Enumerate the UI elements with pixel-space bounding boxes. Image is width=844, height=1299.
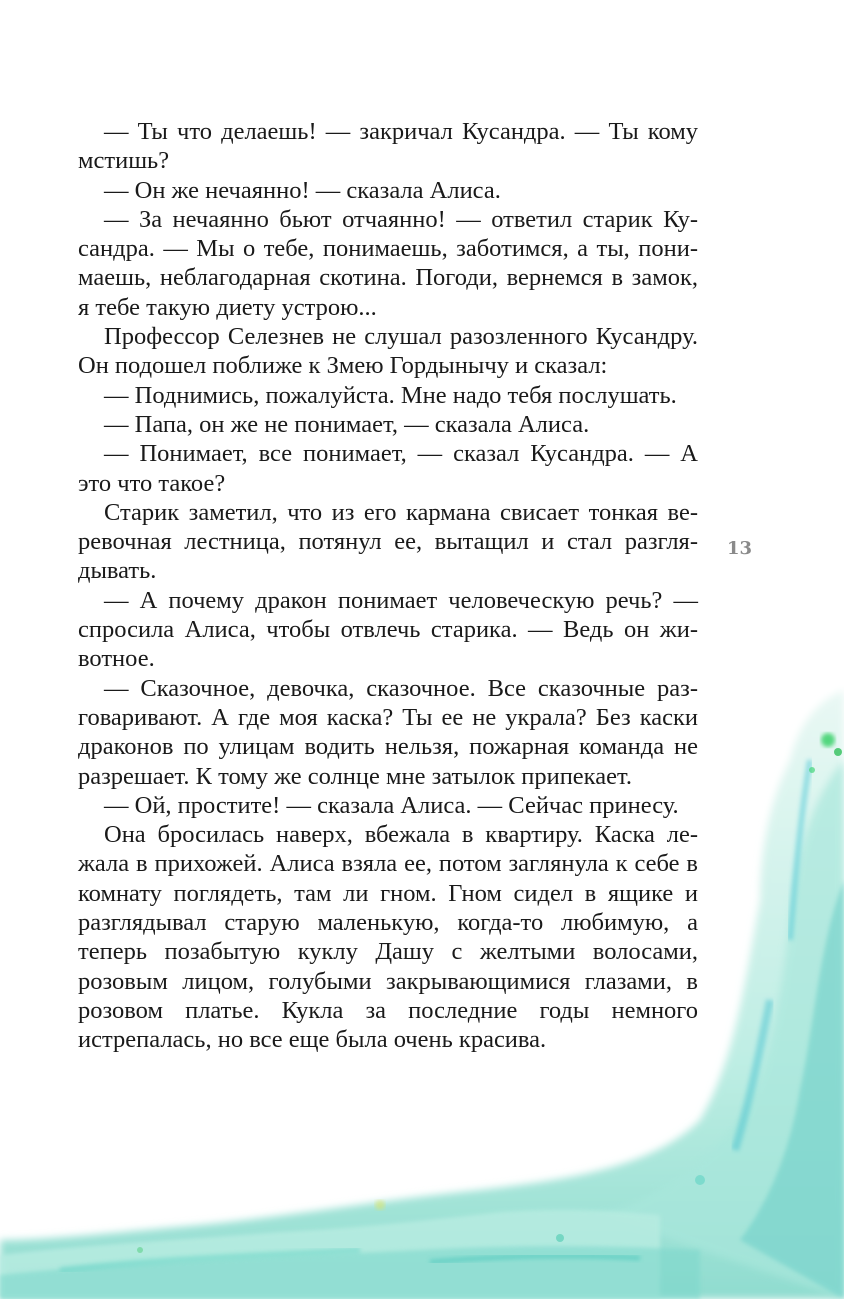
paragraph: Старик заметил, что из его кармана свисает тонкая веревочная лестница, потянул ее, вытащил и стал разглядывать. bbox=[78, 498, 698, 585]
paragraph: — Ой, простите! — сказала Алиса. — Сейчас принесу. bbox=[104, 791, 679, 819]
page-body-text bbox=[78, 117, 698, 1055]
paragraph: — Поднимись, пожалуйста. Мне надо тебя послушать. bbox=[104, 381, 677, 409]
page-number: 13 bbox=[727, 538, 753, 559]
paragraph: — Сказочное, девочка, сказочное. Все сказочные разговаривают. А где моя каска? Ты ее не украла? Без каски драконов по улицам водить нельзя, пожарная команда не разрешает. К тому же солнце мне затылок припекает. bbox=[78, 674, 698, 790]
paragraph: — Понимает, все понимает, — сказал Кусандра. — А это что такое? bbox=[78, 440, 698, 497]
paragraph: — Он же нечаянно! — сказала Алиса. bbox=[104, 176, 501, 204]
paragraph: — Ты что делаешь! — закричал Кусандра. — Ты кому мстишь? bbox=[78, 118, 698, 175]
paragraph: Профессор Селезнев не слушал разозленного Кусандру. Он подошел поближе к Змею Гордынычу и сказал: bbox=[78, 323, 698, 380]
paragraph: — А почему дракон понимает человеческую речь? — спросила Алиса, чтобы отвлечь старика. — Ведь он животное. bbox=[78, 586, 698, 673]
paragraph: Она бросилась наверх, вбежала в квартиру. Каска лежала в прихожей. Алиса взяла ее, потом заглянула к себе в комнату поглядеть, там ли гном. Гном сидел в ящике и разглядывал старую маленькую, когда-то любимую, а теперь позабытую куклу Дашу с желтыми волосами, розовым лицом, голубыми закрывающимися глазами, в розовом платье. Кукла за последние годы немного истрепалась, но все еще была очень красива. bbox=[78, 821, 698, 1054]
paragraph: — Папа, он же не понимает, — сказала Алиса. bbox=[104, 410, 590, 438]
paragraph: — За нечаянно бьют отчаянно! — ответил старик Кусандра. — Мы о тебе, понимаешь, заботимся, а ты, понимаешь, неблагодарная скотина. Погоди, вернемся в замок, я тебе такую диету устрою... bbox=[78, 205, 698, 321]
